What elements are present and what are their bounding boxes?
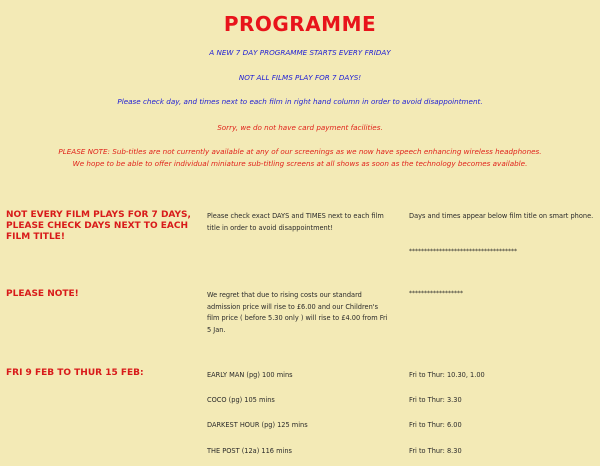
section1-stars-divider: ************************************ — [409, 248, 517, 255]
film-times: Fri to Thur: 8.30 — [409, 447, 462, 455]
intro-line-new-programme: A NEW 7 DAY PROGRAMME STARTS EVERY FRIDAY — [209, 48, 391, 57]
film-times: Fri to Thur: 3.30 — [409, 396, 462, 404]
film-title: EARLY MAN (pg) 100 mins — [207, 371, 293, 379]
film-title: DARKEST HOUR (pg) 125 mins — [207, 421, 308, 429]
section1-middle-text: Please check exact DAYS and TIMES next to each film title in order to avoid disappointment! — [207, 212, 384, 232]
film-title: THE POST (12a) 116 mins — [207, 447, 292, 455]
page-title: PROGRAMME — [223, 12, 377, 36]
section2-price-notice: We regret that due to rising costs our standard admission price will rise to £6.00 and our Children's film price ( before 5.30 only ) will rise to £4.00 from Fri 5 Jan. — [207, 291, 388, 334]
section1-right-text: Days and times appear below film title on smart phone. — [409, 212, 594, 220]
intro-line-check-day: Please check day, and times next to each film in right hand column in order to avoid disappointment. — [117, 97, 483, 106]
film-times: Fri to Thur: 6.00 — [409, 421, 462, 429]
film-times: Fri to Thur: 10.30, 1.00 — [409, 371, 485, 379]
intro-line-card-payment: Sorry, we do not have card payment facilities. — [217, 123, 383, 132]
section-heading-dates: FRI 9 FEB TO THUR 15 FEB: — [6, 368, 144, 378]
intro-line-subtitles-hope: We hope to be able to offer individual miniature sub-titling screens at all shows as soon as the technology becomes available. — [72, 159, 528, 168]
film-title: COCO (pg) 105 mins — [207, 396, 275, 404]
section-heading-not-every-film: NOT EVERY FILM PLAYS FOR 7 DAYS, PLEASE CHECK DAYS NEXT TO EACH FILM TITLE! — [6, 210, 191, 242]
section2-stars-divider: ****************** — [409, 290, 463, 297]
section-heading-please-note: PLEASE NOTE! — [6, 289, 79, 299]
intro-line-not-all-films: NOT ALL FILMS PLAY FOR 7 DAYS! — [238, 73, 362, 82]
intro-line-subtitles-note: PLEASE NOTE: Sub-titles are not currently available at any of our screenings as we now have speech enhancing wireless headphones. — [58, 147, 542, 156]
